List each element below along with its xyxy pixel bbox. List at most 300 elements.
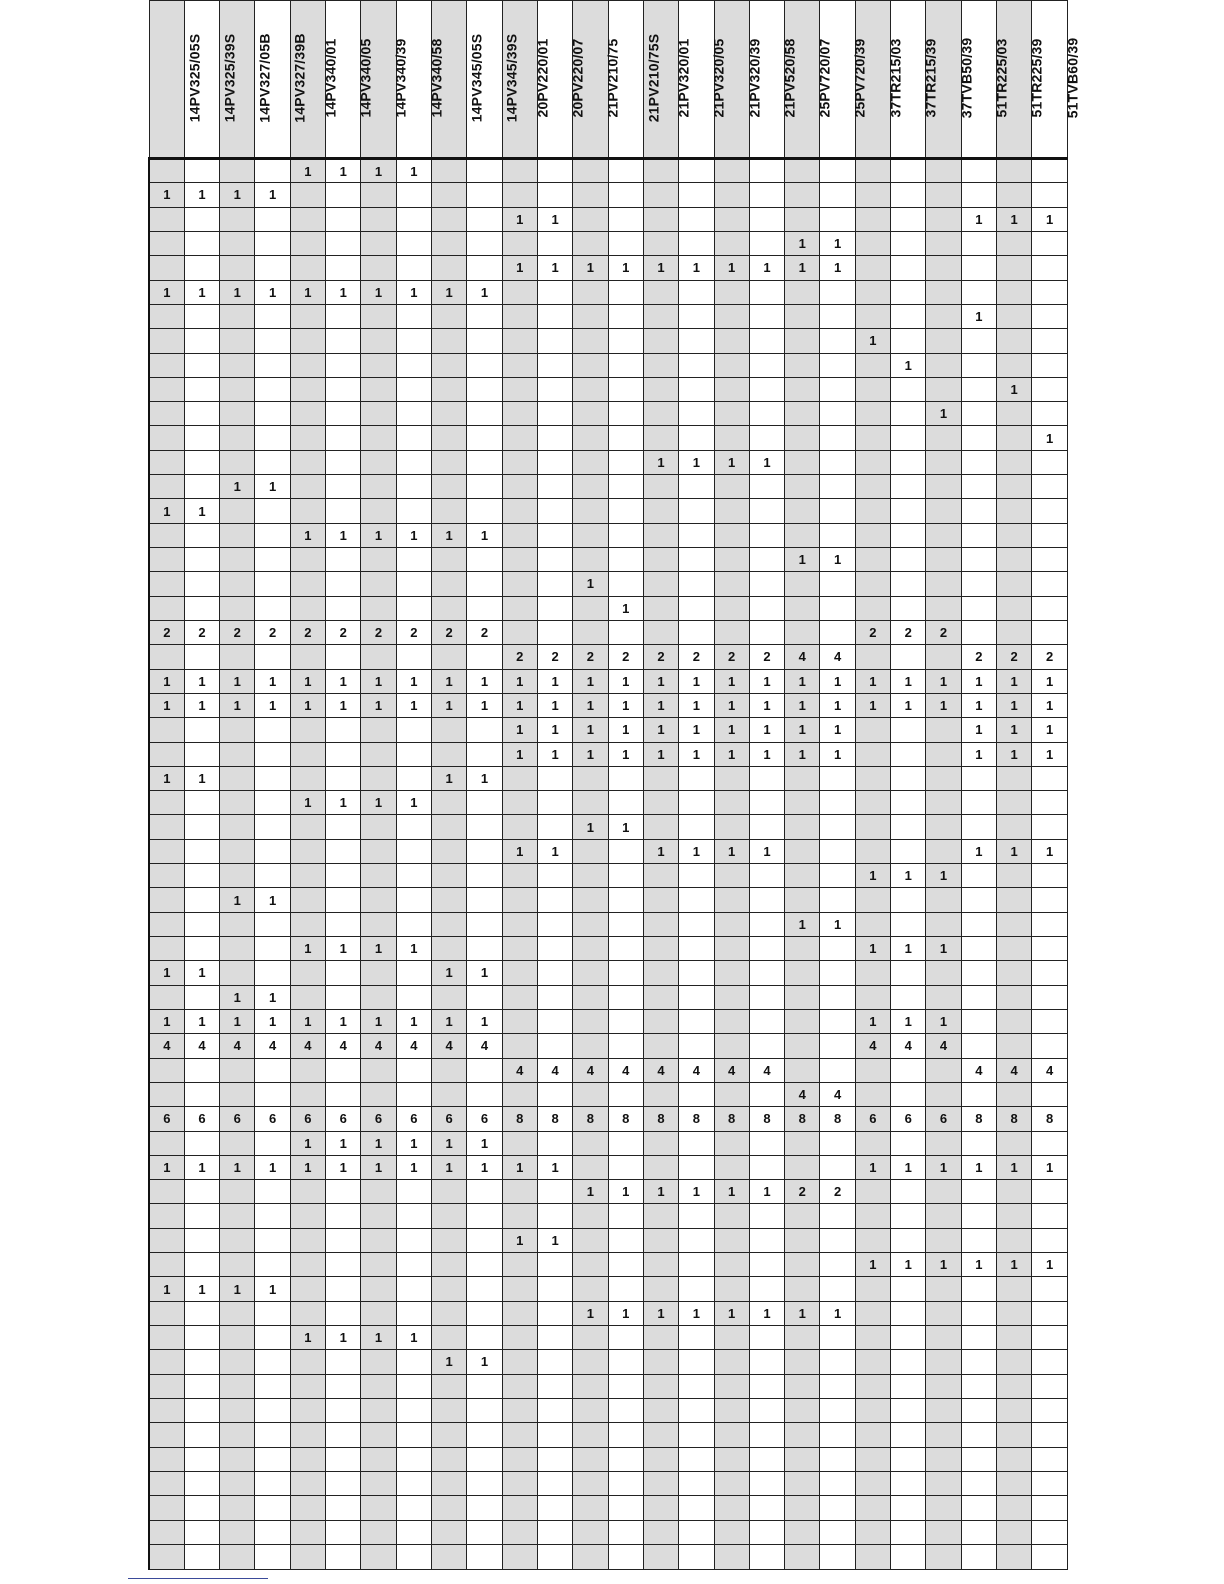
quantity-cell — [537, 888, 572, 912]
quantity-cell — [820, 1374, 855, 1398]
quantity-cell — [149, 1058, 184, 1082]
quantity-cell: 1 — [502, 669, 537, 693]
quantity-cell — [326, 207, 361, 231]
quantity-cell: 1 — [643, 669, 678, 693]
quantity-cell — [926, 353, 961, 377]
column-header-label: 14PV345/05S — [468, 33, 485, 123]
quantity-cell — [149, 231, 184, 255]
quantity-cell: 1 — [537, 718, 572, 742]
quantity-cell — [537, 1082, 572, 1106]
quantity-cell — [467, 1301, 502, 1325]
quantity-cell: 1 — [361, 1009, 396, 1033]
quantity-cell — [220, 815, 255, 839]
quantity-cell: 1 — [679, 718, 714, 742]
quantity-cell — [891, 1277, 926, 1301]
quantity-cell: 1 — [255, 669, 290, 693]
quantity-cell — [537, 1253, 572, 1277]
quantity-cell: 1 — [290, 1131, 325, 1155]
quantity-cell — [290, 231, 325, 255]
quantity-cell: 1 — [467, 523, 502, 547]
quantity-cell — [184, 718, 219, 742]
quantity-cell — [467, 353, 502, 377]
quantity-cell — [643, 1009, 678, 1033]
quantity-cell: 1 — [749, 718, 784, 742]
quantity-cell — [608, 1350, 643, 1374]
quantity-cell — [326, 1520, 361, 1544]
quantity-cell — [643, 1228, 678, 1252]
quantity-cell: 1 — [502, 693, 537, 717]
quantity-cell — [714, 937, 749, 961]
quantity-cell — [396, 1204, 431, 1228]
quantity-cell — [891, 1447, 926, 1471]
quantity-cell — [891, 645, 926, 669]
quantity-cell — [997, 1131, 1032, 1155]
table-row — [149, 1180, 1068, 1204]
quantity-cell: 1 — [608, 1180, 643, 1204]
quantity-cell — [502, 548, 537, 572]
quantity-cell — [326, 1180, 361, 1204]
quantity-cell: 1 — [573, 693, 608, 717]
quantity-cell — [749, 1228, 784, 1252]
quantity-cell: 1 — [1032, 1155, 1068, 1179]
quantity-cell — [643, 937, 678, 961]
quantity-cell — [1032, 1131, 1068, 1155]
column-header-label: 14PV327/05B — [256, 33, 273, 123]
table-row — [149, 693, 1068, 717]
quantity-cell — [220, 1471, 255, 1495]
table-row — [149, 1228, 1068, 1252]
quantity-cell — [220, 1326, 255, 1350]
quantity-cell — [361, 961, 396, 985]
quantity-cell — [749, 402, 784, 426]
quantity-cell — [467, 231, 502, 255]
quantity-cell — [785, 1058, 820, 1082]
quantity-cell — [679, 1228, 714, 1252]
quantity-cell — [643, 961, 678, 985]
quantity-cell — [608, 183, 643, 207]
quantity-cell — [961, 1447, 996, 1471]
quantity-cell — [255, 1447, 290, 1471]
quantity-cell — [326, 1301, 361, 1325]
quantity-cell — [926, 1131, 961, 1155]
quantity-cell — [290, 1082, 325, 1106]
quantity-cell — [290, 839, 325, 863]
quantity-cell — [714, 1544, 749, 1569]
quantity-cell — [537, 1520, 572, 1544]
quantity-cell — [467, 1180, 502, 1204]
quantity-cell — [608, 523, 643, 547]
quantity-cell — [149, 1447, 184, 1471]
quantity-cell — [184, 572, 219, 596]
quantity-cell — [1032, 402, 1068, 426]
quantity-cell — [361, 1544, 396, 1569]
quantity-cell — [149, 1520, 184, 1544]
quantity-cell — [184, 1398, 219, 1422]
quantity-cell — [396, 839, 431, 863]
quantity-cell — [891, 1350, 926, 1374]
quantity-cell — [608, 620, 643, 644]
quantity-cell — [643, 1350, 678, 1374]
quantity-cell — [714, 1253, 749, 1277]
quantity-cell: 1 — [891, 353, 926, 377]
quantity-cell — [220, 1520, 255, 1544]
quantity-cell — [255, 1253, 290, 1277]
quantity-cell — [432, 1180, 467, 1204]
table-row — [149, 1034, 1068, 1058]
quantity-cell — [432, 815, 467, 839]
quantity-cell — [396, 742, 431, 766]
quantity-cell — [820, 402, 855, 426]
quantity-cell — [573, 1277, 608, 1301]
quantity-cell — [997, 961, 1032, 985]
quantity-cell — [714, 548, 749, 572]
quantity-cell — [396, 402, 431, 426]
quantity-cell: 4 — [573, 1058, 608, 1082]
quantity-cell — [785, 1544, 820, 1569]
quantity-cell — [396, 766, 431, 790]
quantity-cell — [467, 645, 502, 669]
quantity-cell — [961, 596, 996, 620]
quantity-cell: 1 — [961, 1253, 996, 1277]
quantity-cell — [961, 815, 996, 839]
quantity-cell — [467, 1398, 502, 1422]
quantity-cell — [855, 1228, 890, 1252]
quantity-cell — [679, 1374, 714, 1398]
quantity-cell — [396, 207, 431, 231]
quantity-cell — [855, 596, 890, 620]
quantity-cell — [961, 1544, 996, 1569]
quantity-cell — [573, 329, 608, 353]
quantity-cell — [855, 1082, 890, 1106]
quantity-cell — [785, 183, 820, 207]
quantity-cell — [749, 791, 784, 815]
quantity-cell: 1 — [749, 742, 784, 766]
quantity-cell — [643, 231, 678, 255]
quantity-cell — [573, 888, 608, 912]
quantity-cell — [1032, 353, 1068, 377]
quantity-cell: 1 — [961, 1155, 996, 1179]
quantity-cell — [220, 499, 255, 523]
quantity-cell — [220, 1131, 255, 1155]
quantity-cell — [432, 864, 467, 888]
quantity-cell — [326, 1471, 361, 1495]
quantity-cell — [361, 1496, 396, 1520]
quantity-cell: 1 — [891, 1253, 926, 1277]
quantity-cell: 1 — [326, 791, 361, 815]
quantity-cell — [1032, 329, 1068, 353]
quantity-cell: 1 — [396, 1131, 431, 1155]
quantity-cell: 1 — [467, 693, 502, 717]
quantity-cell: 1 — [855, 329, 890, 353]
quantity-cell — [184, 1471, 219, 1495]
quantity-cell: 2 — [961, 645, 996, 669]
quantity-cell — [184, 231, 219, 255]
quantity-cell — [149, 742, 184, 766]
quantity-cell — [573, 1544, 608, 1569]
quantity-cell — [573, 304, 608, 328]
quantity-cell — [502, 329, 537, 353]
column-header-label: 37TVB50/39 — [958, 37, 975, 119]
quantity-cell — [1032, 280, 1068, 304]
quantity-cell — [749, 961, 784, 985]
quantity-cell — [643, 1204, 678, 1228]
quantity-cell — [255, 353, 290, 377]
quantity-cell — [749, 1034, 784, 1058]
quantity-cell — [608, 961, 643, 985]
quantity-cell — [679, 1155, 714, 1179]
quantity-cell — [855, 280, 890, 304]
quantity-cell: 1 — [255, 183, 290, 207]
quantity-cell — [926, 207, 961, 231]
quantity-cell: 4 — [749, 1058, 784, 1082]
quantity-cell — [926, 1374, 961, 1398]
quantity-cell — [396, 450, 431, 474]
quantity-cell — [926, 912, 961, 936]
quantity-cell: 1 — [326, 669, 361, 693]
quantity-cell — [467, 207, 502, 231]
quantity-cell — [184, 1058, 219, 1082]
quantity-cell — [785, 596, 820, 620]
quantity-cell — [961, 475, 996, 499]
quantity-cell — [926, 1471, 961, 1495]
quantity-cell — [396, 572, 431, 596]
quantity-cell — [361, 645, 396, 669]
quantity-cell: 1 — [149, 1277, 184, 1301]
quantity-cell — [749, 183, 784, 207]
quantity-cell — [326, 426, 361, 450]
quantity-cell: 8 — [785, 1107, 820, 1131]
quantity-cell — [785, 1204, 820, 1228]
quantity-cell — [1032, 231, 1068, 255]
quantity-cell — [537, 937, 572, 961]
quantity-cell: 1 — [537, 1155, 572, 1179]
quantity-cell — [608, 548, 643, 572]
quantity-cell — [749, 159, 784, 183]
column-header-label: 21PV320/01 — [675, 38, 692, 118]
quantity-cell: 1 — [679, 450, 714, 474]
quantity-cell — [573, 839, 608, 863]
quantity-cell — [502, 1180, 537, 1204]
quantity-cell: 1 — [608, 815, 643, 839]
quantity-cell: 1 — [432, 280, 467, 304]
quantity-cell — [820, 426, 855, 450]
table-row — [149, 1009, 1068, 1033]
quantity-cell — [290, 718, 325, 742]
quantity-cell — [220, 1301, 255, 1325]
quantity-cell — [255, 304, 290, 328]
quantity-cell — [608, 1009, 643, 1033]
quantity-cell: 1 — [220, 693, 255, 717]
quantity-cell — [997, 1034, 1032, 1058]
quantity-cell — [361, 596, 396, 620]
quantity-cell: 4 — [855, 1034, 890, 1058]
quantity-cell — [1032, 304, 1068, 328]
quantity-cell — [573, 1326, 608, 1350]
quantity-cell — [361, 548, 396, 572]
quantity-cell: 1 — [255, 1009, 290, 1033]
quantity-cell — [361, 1423, 396, 1447]
quantity-cell — [749, 985, 784, 1009]
quantity-cell: 1 — [573, 256, 608, 280]
quantity-cell — [714, 1398, 749, 1422]
quantity-cell — [255, 231, 290, 255]
quantity-cell — [467, 402, 502, 426]
quantity-cell — [855, 839, 890, 863]
quantity-cell: 6 — [926, 1107, 961, 1131]
quantity-cell — [149, 1301, 184, 1325]
quantity-cell — [855, 1058, 890, 1082]
quantity-cell: 1 — [184, 280, 219, 304]
quantity-cell — [785, 1471, 820, 1495]
quantity-cell: 4 — [820, 645, 855, 669]
quantity-cell — [785, 1155, 820, 1179]
column-header-label: 21PV210/75 — [604, 38, 621, 118]
quantity-cell — [1032, 1009, 1068, 1033]
quantity-cell: 1 — [255, 280, 290, 304]
quantity-cell — [643, 548, 678, 572]
quantity-cell — [432, 718, 467, 742]
table-row — [149, 1058, 1068, 1082]
quantity-cell — [537, 1277, 572, 1301]
quantity-cell — [149, 1228, 184, 1252]
quantity-cell: 4 — [467, 1034, 502, 1058]
quantity-cell: 1 — [326, 159, 361, 183]
quantity-cell — [820, 1253, 855, 1277]
quantity-cell: 1 — [855, 864, 890, 888]
quantity-cell — [149, 645, 184, 669]
quantity-cell — [432, 1253, 467, 1277]
quantity-cell — [432, 231, 467, 255]
quantity-cell — [1032, 912, 1068, 936]
quantity-cell — [396, 888, 431, 912]
quantity-cell — [785, 1398, 820, 1422]
quantity-cell — [820, 961, 855, 985]
quantity-cell — [573, 620, 608, 644]
quantity-cell — [785, 159, 820, 183]
quantity-cell — [926, 377, 961, 401]
quantity-cell — [749, 1204, 784, 1228]
quantity-cell — [184, 645, 219, 669]
quantity-cell — [149, 985, 184, 1009]
quantity-cell — [573, 1253, 608, 1277]
quantity-cell — [290, 402, 325, 426]
quantity-cell — [714, 888, 749, 912]
quantity-cell — [220, 548, 255, 572]
quantity-cell — [220, 1253, 255, 1277]
quantity-cell: 1 — [997, 669, 1032, 693]
quantity-cell — [396, 961, 431, 985]
quantity-cell — [855, 1398, 890, 1422]
quantity-cell — [149, 1350, 184, 1374]
quantity-cell — [502, 572, 537, 596]
quantity-cell — [997, 329, 1032, 353]
quantity-cell — [220, 1544, 255, 1569]
quantity-cell — [961, 159, 996, 183]
quantity-cell — [891, 791, 926, 815]
quantity-cell: 1 — [749, 693, 784, 717]
quantity-cell — [290, 985, 325, 1009]
quantity-cell — [855, 1131, 890, 1155]
quantity-cell — [785, 475, 820, 499]
quantity-cell — [997, 937, 1032, 961]
quantity-cell — [467, 1277, 502, 1301]
quantity-cell — [961, 620, 996, 644]
table-row — [149, 596, 1068, 620]
quantity-cell — [537, 1009, 572, 1033]
quantity-cell: 1 — [361, 1131, 396, 1155]
quantity-cell — [679, 353, 714, 377]
quantity-cell — [255, 718, 290, 742]
quantity-cell — [714, 329, 749, 353]
quantity-cell — [608, 231, 643, 255]
quantity-cell — [926, 1350, 961, 1374]
quantity-cell — [537, 620, 572, 644]
matrix-body — [149, 159, 1068, 1570]
quantity-cell — [608, 1496, 643, 1520]
quantity-cell: 1 — [608, 1301, 643, 1325]
quantity-cell — [679, 280, 714, 304]
quantity-cell — [679, 402, 714, 426]
quantity-cell — [361, 1471, 396, 1495]
quantity-cell — [855, 1471, 890, 1495]
quantity-cell — [926, 329, 961, 353]
quantity-cell — [537, 1471, 572, 1495]
quantity-cell — [220, 1374, 255, 1398]
quantity-cell: 4 — [220, 1034, 255, 1058]
quantity-cell — [290, 377, 325, 401]
quantity-cell — [290, 1180, 325, 1204]
quantity-cell — [220, 937, 255, 961]
quantity-cell — [855, 1520, 890, 1544]
table-row — [149, 1082, 1068, 1106]
quantity-cell: 2 — [396, 620, 431, 644]
quantity-cell: 1 — [184, 499, 219, 523]
quantity-cell: 1 — [608, 256, 643, 280]
quantity-cell — [785, 1350, 820, 1374]
quantity-cell — [714, 1350, 749, 1374]
quantity-cell — [749, 1471, 784, 1495]
quantity-cell: 6 — [255, 1107, 290, 1131]
quantity-cell: 4 — [961, 1058, 996, 1082]
quantity-cell — [290, 1471, 325, 1495]
quantity-cell: 2 — [290, 620, 325, 644]
quantity-cell: 1 — [255, 475, 290, 499]
quantity-cell — [820, 1398, 855, 1422]
quantity-cell — [855, 377, 890, 401]
quantity-cell — [891, 1301, 926, 1325]
quantity-cell: 1 — [1032, 839, 1068, 863]
quantity-cell — [961, 402, 996, 426]
quantity-cell — [255, 742, 290, 766]
quantity-cell — [785, 402, 820, 426]
quantity-cell — [997, 1009, 1032, 1033]
quantity-cell: 1 — [432, 1155, 467, 1179]
quantity-cell: 1 — [467, 1009, 502, 1033]
quantity-cell — [997, 402, 1032, 426]
quantity-cell — [467, 1423, 502, 1447]
column-header-label: 14PV325/05S — [185, 33, 202, 123]
quantity-cell — [184, 159, 219, 183]
quantity-cell — [326, 718, 361, 742]
quantity-cell — [502, 1350, 537, 1374]
quantity-cell — [926, 961, 961, 985]
quantity-cell — [608, 475, 643, 499]
quantity-cell: 4 — [537, 1058, 572, 1082]
quantity-cell — [537, 231, 572, 255]
quantity-cell — [361, 183, 396, 207]
quantity-cell — [1032, 620, 1068, 644]
quantity-cell — [855, 548, 890, 572]
